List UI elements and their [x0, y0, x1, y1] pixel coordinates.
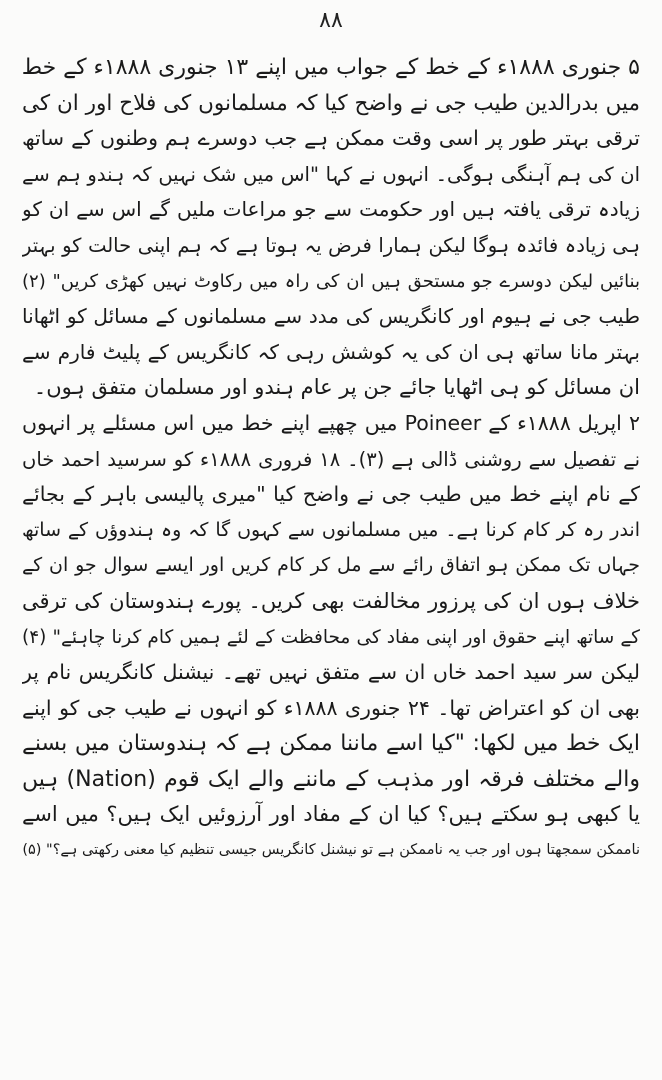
text-line: بہتر مانا ساتھ ہی ان کی یہ کوشش رہی کہ کانگریس کے پلیٹ فارم سے [22, 339, 640, 364]
text-line: ان مسائل کو ہی اٹھایا جائے جن پر عام ہندو اور مسلمان متفق ہوں۔ [33, 375, 640, 400]
text-line: ہی زیادہ فائدہ ہوگا لیکن ہمارا فرض یہ ہوتا ہے کہ ہم اپنی حالت کو بہتر [22, 233, 640, 257]
text-line: ناممکن سمجھتا ہوں اور جب یہ ناممکن ہے تو نیشنل کانگریس جیسی تنظیم کیا معنی رکھتی ہے؟" (۵) [22, 842, 640, 859]
text-line: اندر رہ کر کام کرنا ہے۔ میں مسلمانوں سے کہوں گا کہ وہ ہندوؤں کے ساتھ [22, 518, 640, 541]
text-line: ۲ اپریل ۱۸۸۸ء کے Poineer میں چھپے اپنے خط میں اس مسئلے پر انہوں [22, 410, 640, 435]
text-line: ان کی ہم آہنگی ہوگی۔ انہوں نے کہا "اس میں شک نہیں کہ ہندو ہم سے [22, 162, 640, 186]
text-line: ایک خط میں لکھا: "کیا اسے ماننا ممکن ہے کہ ہندوستان میں بسنے [22, 731, 640, 757]
text-line: زیادہ ترقی یافتہ ہیں اور حکومت سے جو مراعات ملیں گے اس سے ان کو [22, 197, 640, 222]
body-text [22, 50, 640, 869]
text-line: ۵ جنوری ۱۸۸۸ء کے خط کے جواب میں اپنے ۱۳ جنوری ۱۸۸۸ء کے خط [22, 55, 640, 80]
text-line: جہاں تک ممکن ہو اتفاق رائے سے مل کر کام کریں اور ایسے سوال جو ان کے [22, 554, 640, 577]
text-line: یا کبھی ہو سکتے ہیں؟ کیا ان کے مفاد اور آرزوئیں ایک ہیں؟ میں اسے [22, 802, 640, 827]
text-line: کے نام اپنے خط میں طیب جی نے واضح کیا "میری پالیسی باہر کے بجائے [22, 482, 640, 507]
text-line: کے ساتھ اپنے حقوق اور اپنی مفاد کی محافظت کے لئے ہمیں کام کرنا چاہئے" (۴) [22, 626, 640, 648]
text-line: ترقی بہتر طور پر اسی وقت ممکن ہے جب دوسرے ہم وطنوں کے ساتھ [22, 126, 640, 151]
text-line: خلاف ہوں ان کی پرزور مخالفت بھی کریں۔ پورے ہندوستان کی ترقی [22, 588, 640, 613]
text-line: والے مختلف فرقہ اور مذہب کے ماننے والے ایک قوم (Nation) ہیں [22, 766, 640, 792]
text-line: بھی ان کو اعتراض تھا۔ ۲۴ جنوری ۱۸۸۸ء کو انہوں نے طیب جی کو اپنے [22, 695, 640, 720]
text-line: میں بدرالدین طیب جی نے واضح کیا کہ مسلمانوں کی فلاح اور ان کی [22, 90, 640, 116]
text-line: طیب جی نے ہیوم اور کانگریس کی مدد سے مسلمانوں کے مسائل کو اٹھانا [22, 304, 640, 329]
text-line: نے تفصیل سے روشنی ڈالی ہے (۳)۔ ۱۸ فروری ۱۸۸۸ء کو سرسید احمد خاں [22, 447, 640, 471]
text-line: بنائیں لیکن دوسرے جو مستحق ہیں ان کی راہ میں رکاوٹ نہیں کھڑی کریں" (۲) [22, 270, 640, 292]
text-line: لیکن سر سید احمد خاں ان سے متفق نہیں تھے۔ نیشنل کانگریس نام پر [22, 660, 640, 685]
page-number: ۸۸ [319, 8, 343, 33]
